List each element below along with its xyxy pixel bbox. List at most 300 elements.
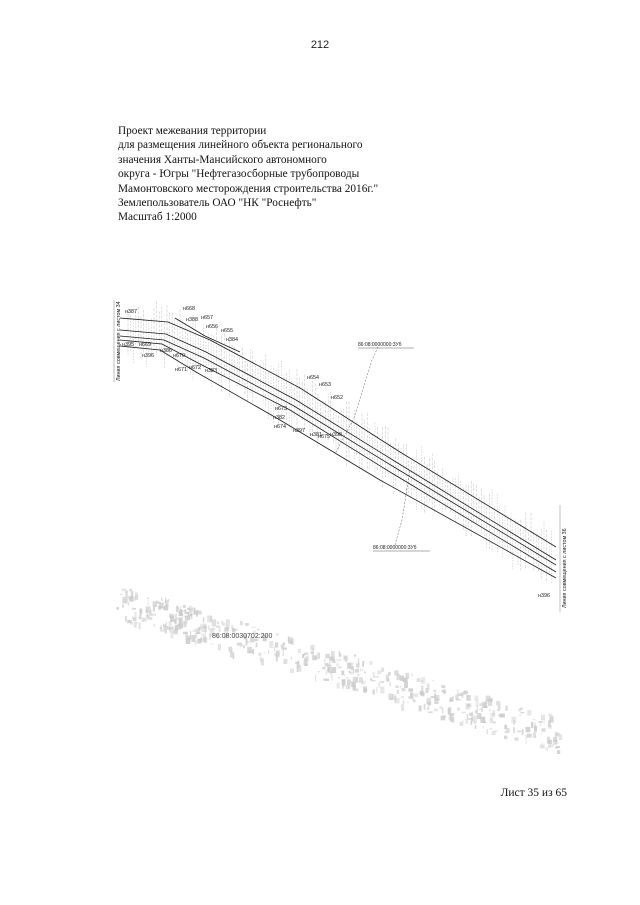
faded-speck [491, 698, 493, 702]
faded-speck [127, 620, 131, 623]
faded-speck [397, 690, 399, 694]
point-label: н395 [122, 342, 134, 348]
faded-speck [364, 672, 366, 674]
faded-speck [338, 667, 341, 669]
faded-speck [222, 623, 226, 626]
faded-speck [456, 699, 461, 701]
point-label: н654 [307, 375, 319, 381]
cadastral-label-lower: 86:08:0000000:3Уб [373, 545, 417, 551]
faded-speck [465, 703, 469, 709]
faded-speck [541, 728, 545, 732]
faded-speck [336, 663, 339, 666]
faded-speck [555, 733, 559, 737]
faded-speck [230, 651, 233, 658]
faded-speck [414, 700, 416, 702]
faded-speck [513, 727, 515, 733]
faded-speck [134, 622, 137, 628]
faded-speck [401, 696, 404, 697]
title-line: Проект межевания территории [118, 125, 267, 137]
cadastral-label-faded: 86:08:0030702:200 [212, 633, 273, 640]
faded-speck [519, 714, 522, 715]
faded-speck [184, 609, 186, 614]
faded-speck [245, 623, 249, 626]
faded-speck [190, 631, 191, 636]
faded-speck [203, 617, 204, 622]
faded-speck [448, 708, 451, 715]
faded-speck [160, 627, 162, 629]
point-label: н381 [310, 432, 322, 438]
faded-speck [193, 630, 196, 632]
faded-speck [247, 647, 252, 653]
faded-speck [541, 733, 543, 734]
faded-speck [440, 706, 443, 709]
faded-speck [135, 594, 138, 600]
faded-speck [147, 598, 150, 599]
faded-hatch [116, 589, 562, 754]
point-label: н674 [274, 424, 286, 430]
faded-speck [420, 681, 424, 682]
faded-speck [129, 589, 132, 591]
faded-speck [283, 648, 287, 650]
faded-speck [548, 714, 552, 716]
point-label: н396 [538, 593, 550, 599]
faded-speck [546, 747, 548, 751]
faded-speck [216, 626, 220, 628]
point-label: н383 [205, 368, 217, 374]
point-label: н652 [331, 395, 343, 401]
faded-speck [297, 666, 301, 672]
faded-speck [400, 686, 402, 688]
faded-speck [346, 685, 351, 689]
faded-speck [487, 729, 488, 734]
point-label: н675 [318, 434, 330, 440]
faded-speck [260, 657, 262, 662]
faded-speck [153, 601, 157, 607]
faded-speck [183, 621, 187, 625]
faded-speck [171, 632, 174, 639]
sheet-footer: Лист 35 из 65 [500, 787, 567, 799]
faded-speck [449, 700, 452, 702]
faded-speck [462, 721, 463, 722]
faded-speck [136, 622, 138, 624]
faded-speck [466, 695, 470, 701]
faded-speck [283, 650, 285, 656]
faded-speck [157, 602, 161, 604]
point-label: н382 [273, 415, 285, 421]
faded-speck [240, 644, 244, 647]
faded-speck [427, 707, 429, 710]
faded-speck [291, 657, 292, 659]
faded-speck [526, 727, 531, 732]
faded-speck [489, 709, 491, 711]
faded-speck [189, 636, 192, 640]
faded-speck [347, 680, 351, 686]
faded-speck [434, 699, 438, 704]
faded-speck [386, 675, 389, 682]
faded-speck [201, 626, 205, 633]
faded-speck [132, 608, 136, 610]
faded-speck [355, 669, 359, 673]
faded-speck [290, 668, 294, 673]
faded-speck [547, 737, 550, 743]
faded-speck [217, 622, 219, 625]
faded-speck [172, 626, 174, 628]
point-label: н671 [175, 367, 187, 373]
faded-speck [258, 653, 261, 656]
faded-speck [304, 652, 308, 655]
title-line: Масштаб 1:2000 [118, 211, 197, 224]
faded-speck [208, 626, 209, 631]
faded-speck [338, 677, 340, 678]
faded-speck [256, 643, 258, 648]
title-line: Землепользователь ОАО "НК "Роснефть" [118, 197, 317, 210]
faded-speck [276, 633, 278, 636]
faded-speck [183, 605, 186, 608]
faded-speck [200, 637, 202, 642]
faded-speck [479, 703, 482, 706]
faded-speck [490, 718, 493, 723]
faded-speck [380, 687, 384, 694]
faded-speck [417, 678, 421, 682]
faded-speck [163, 626, 166, 629]
faded-speck [197, 612, 202, 615]
faded-speck [166, 623, 167, 624]
faded-speck [302, 654, 304, 658]
faded-speck [131, 591, 134, 598]
faded-speck [494, 731, 498, 733]
faded-speck [146, 615, 150, 618]
faded-speck [522, 729, 524, 735]
faded-speck [408, 688, 413, 691]
faded-speck [331, 651, 335, 656]
faded-speck [514, 720, 515, 725]
faded-speck [317, 653, 320, 659]
point-label: н386 [160, 348, 172, 354]
faded-speck [411, 674, 413, 677]
faded-speck [186, 635, 188, 638]
point-label: н653 [319, 382, 331, 388]
faded-speck [424, 704, 426, 710]
faded-speck [533, 732, 536, 738]
point-label: н398 [330, 432, 342, 438]
faded-speck [434, 690, 437, 692]
faded-speck [311, 651, 313, 654]
faded-speck [421, 692, 425, 696]
point-label: н397 [293, 428, 305, 434]
title-line: округа - Югры "Нефтегазосборные трубопроводы [118, 168, 360, 181]
faded-speck [276, 656, 278, 662]
faded-speck [531, 722, 533, 728]
faded-speck [330, 671, 332, 675]
faded-speck [407, 702, 409, 703]
faded-speck [527, 734, 532, 738]
faded-speck [126, 591, 127, 593]
faded-speck [154, 624, 155, 627]
faded-speck [557, 750, 560, 754]
faded-speck [364, 690, 369, 691]
faded-speck [179, 618, 183, 623]
faded-speck [257, 629, 259, 630]
faded-speck [182, 617, 183, 619]
faded-speck [474, 718, 477, 724]
faded-speck [526, 735, 527, 740]
faded-speck [377, 670, 381, 674]
faded-speck [376, 687, 377, 693]
corridor-line-3 [120, 340, 556, 572]
faded-speck [541, 718, 542, 720]
faded-speck [179, 609, 182, 616]
faded-speck [475, 725, 476, 729]
faded-speck [381, 668, 384, 672]
faded-speck [421, 685, 423, 691]
faded-speck [380, 681, 384, 683]
point-label: н384 [226, 337, 238, 343]
faded-speck [322, 667, 325, 670]
faded-speck [162, 602, 164, 605]
faded-speck [540, 745, 545, 749]
faded-speck [189, 609, 192, 613]
faded-speck [315, 675, 316, 682]
faded-speck [122, 604, 124, 607]
cadastral-label-upper: 86:08:0000000:3Уб [358, 342, 402, 348]
faded-speck [369, 661, 372, 665]
faded-speck [269, 641, 273, 648]
faded-speck [158, 606, 161, 610]
faded-speck [312, 655, 317, 660]
faded-speck [388, 694, 393, 700]
faded-speck [354, 655, 356, 657]
faded-speck [283, 659, 287, 664]
faded-speck [198, 627, 200, 630]
faded-speck [428, 711, 433, 713]
faded-speck [556, 746, 560, 748]
faded-speck [362, 669, 363, 671]
faded-speck [483, 726, 484, 729]
faded-speck [318, 671, 320, 672]
faded-speck [371, 680, 375, 681]
faded-speck [356, 689, 359, 692]
faded-speck [389, 682, 391, 686]
leader-line [395, 470, 410, 545]
faded-speck [420, 707, 421, 712]
faded-speck [195, 640, 198, 645]
faded-speck [431, 696, 435, 698]
faded-speck [185, 616, 188, 621]
faded-speck [349, 663, 354, 670]
faded-speck [232, 628, 235, 633]
faded-speck [192, 607, 193, 608]
faded-speck [534, 726, 537, 732]
point-label: н669 [139, 342, 151, 348]
faded-speck [402, 690, 405, 692]
faded-speck [442, 687, 444, 688]
faded-speck [462, 712, 467, 714]
faded-speck [533, 719, 536, 721]
edge-label-right: Линия совмещения с листом 36 [562, 528, 568, 608]
faded-speck [540, 724, 541, 726]
faded-speck [169, 621, 172, 626]
faded-speck [453, 696, 455, 698]
faded-speck [505, 706, 507, 711]
faded-speck [472, 711, 473, 718]
faded-speck [201, 634, 204, 637]
faded-speck [134, 612, 136, 617]
faded-speck [337, 683, 340, 689]
faded-speck [517, 731, 521, 732]
page-number: 212 [310, 39, 330, 51]
point-label: н396 [142, 353, 154, 359]
faded-speck [441, 691, 443, 693]
faded-speck [346, 677, 350, 678]
faded-speck [403, 701, 405, 704]
point-label: н655 [221, 328, 233, 334]
faded-speck [480, 717, 485, 723]
faded-speck [178, 608, 179, 609]
faded-speck [374, 676, 379, 678]
faded-speck [500, 714, 505, 718]
faded-speck [401, 704, 404, 711]
faded-speck [212, 620, 216, 627]
faded-speck [497, 710, 498, 711]
faded-speck [539, 721, 543, 723]
faded-speck [135, 592, 137, 594]
faded-speck [156, 600, 157, 601]
title-line: Мамонтовского месторождения строительства 2016г." [118, 182, 379, 195]
faded-speck [339, 659, 342, 661]
faded-speck [331, 675, 332, 681]
faded-speck [153, 607, 155, 612]
point-label: н670 [173, 353, 185, 359]
faded-speck [457, 689, 459, 696]
faded-speck [493, 722, 496, 724]
faded-speck [324, 659, 326, 662]
faded-speck [190, 613, 192, 619]
point-label: н387 [125, 309, 137, 315]
faded-speck [313, 648, 314, 655]
faded-speck [404, 682, 408, 688]
faded-speck [353, 685, 356, 691]
faded-speck [465, 719, 468, 724]
faded-speck [140, 609, 142, 615]
faded-speck [358, 674, 360, 675]
faded-speck [176, 613, 177, 620]
faded-speck [474, 715, 478, 718]
faded-speck [496, 701, 500, 705]
faded-speck [521, 712, 524, 713]
faded-speck [251, 627, 256, 628]
faded-speck [196, 610, 198, 617]
faded-speck [341, 671, 344, 676]
faded-speck [360, 669, 361, 672]
faded-speck [210, 643, 214, 644]
faded-speck [506, 728, 509, 731]
faded-speck [335, 659, 339, 660]
faded-speck [324, 679, 329, 681]
faded-speck [298, 649, 301, 654]
title-line: значения Ханты-Мансийского автономного [118, 153, 327, 166]
point-label: н672 [189, 365, 201, 371]
faded-speck [491, 713, 496, 717]
faded-speck [346, 659, 347, 663]
faded-speck [426, 698, 431, 704]
faded-speck [444, 691, 445, 694]
faded-speck [264, 652, 266, 653]
faded-speck [204, 638, 207, 643]
faded-speck [485, 701, 487, 705]
faded-speck [460, 722, 464, 726]
faded-speck [304, 658, 306, 660]
faded-speck [466, 692, 467, 696]
faded-speck [122, 589, 127, 592]
faded-speck [325, 654, 329, 659]
faded-speck [361, 681, 365, 685]
faded-speck [133, 617, 137, 621]
faded-speck [428, 684, 430, 690]
faded-speck [240, 621, 243, 625]
faded-speck [168, 599, 169, 603]
faded-speck [339, 651, 341, 656]
faded-speck [194, 634, 196, 638]
faded-speck [549, 720, 551, 726]
faded-speck [458, 709, 460, 711]
faded-speck [395, 698, 399, 704]
faded-speck [122, 597, 127, 603]
point-label: н673 [275, 406, 287, 412]
faded-speck [332, 667, 337, 673]
faded-speck [410, 692, 414, 697]
faded-speck [358, 658, 359, 664]
faded-speck [353, 669, 355, 673]
faded-speck [173, 630, 178, 634]
faded-speck [373, 672, 375, 678]
faded-speck [342, 685, 344, 689]
faded-speck [165, 598, 166, 604]
faded-speck [290, 640, 292, 644]
faded-speck [475, 710, 478, 714]
faded-speck [233, 652, 235, 659]
faded-speck [181, 622, 184, 628]
faded-speck [274, 654, 279, 656]
faded-speck [148, 600, 149, 606]
corridor-line-4 [120, 346, 556, 578]
faded-speck [120, 594, 122, 595]
faded-speck [373, 689, 375, 695]
faded-speck [146, 607, 151, 614]
faded-speck [441, 716, 446, 721]
faded-speck [326, 670, 327, 675]
faded-speck [210, 628, 215, 629]
faded-speck [489, 728, 492, 730]
faded-speck [433, 680, 434, 681]
faded-speck [332, 659, 335, 662]
faded-speck [142, 620, 143, 622]
faded-speck [325, 663, 329, 666]
faded-speck [467, 714, 469, 720]
faded-speck [304, 659, 308, 666]
faded-speck [504, 736, 507, 739]
faded-speck [229, 647, 233, 652]
faded-speck [527, 710, 531, 716]
faded-speck [474, 696, 478, 701]
faded-speck [394, 671, 399, 676]
faded-speck [353, 677, 356, 684]
faded-speck [514, 737, 518, 740]
faded-speck [151, 614, 156, 616]
faded-speck [139, 623, 141, 630]
faded-speck [161, 597, 162, 601]
faded-speck [275, 642, 278, 647]
faded-speck [548, 744, 551, 748]
